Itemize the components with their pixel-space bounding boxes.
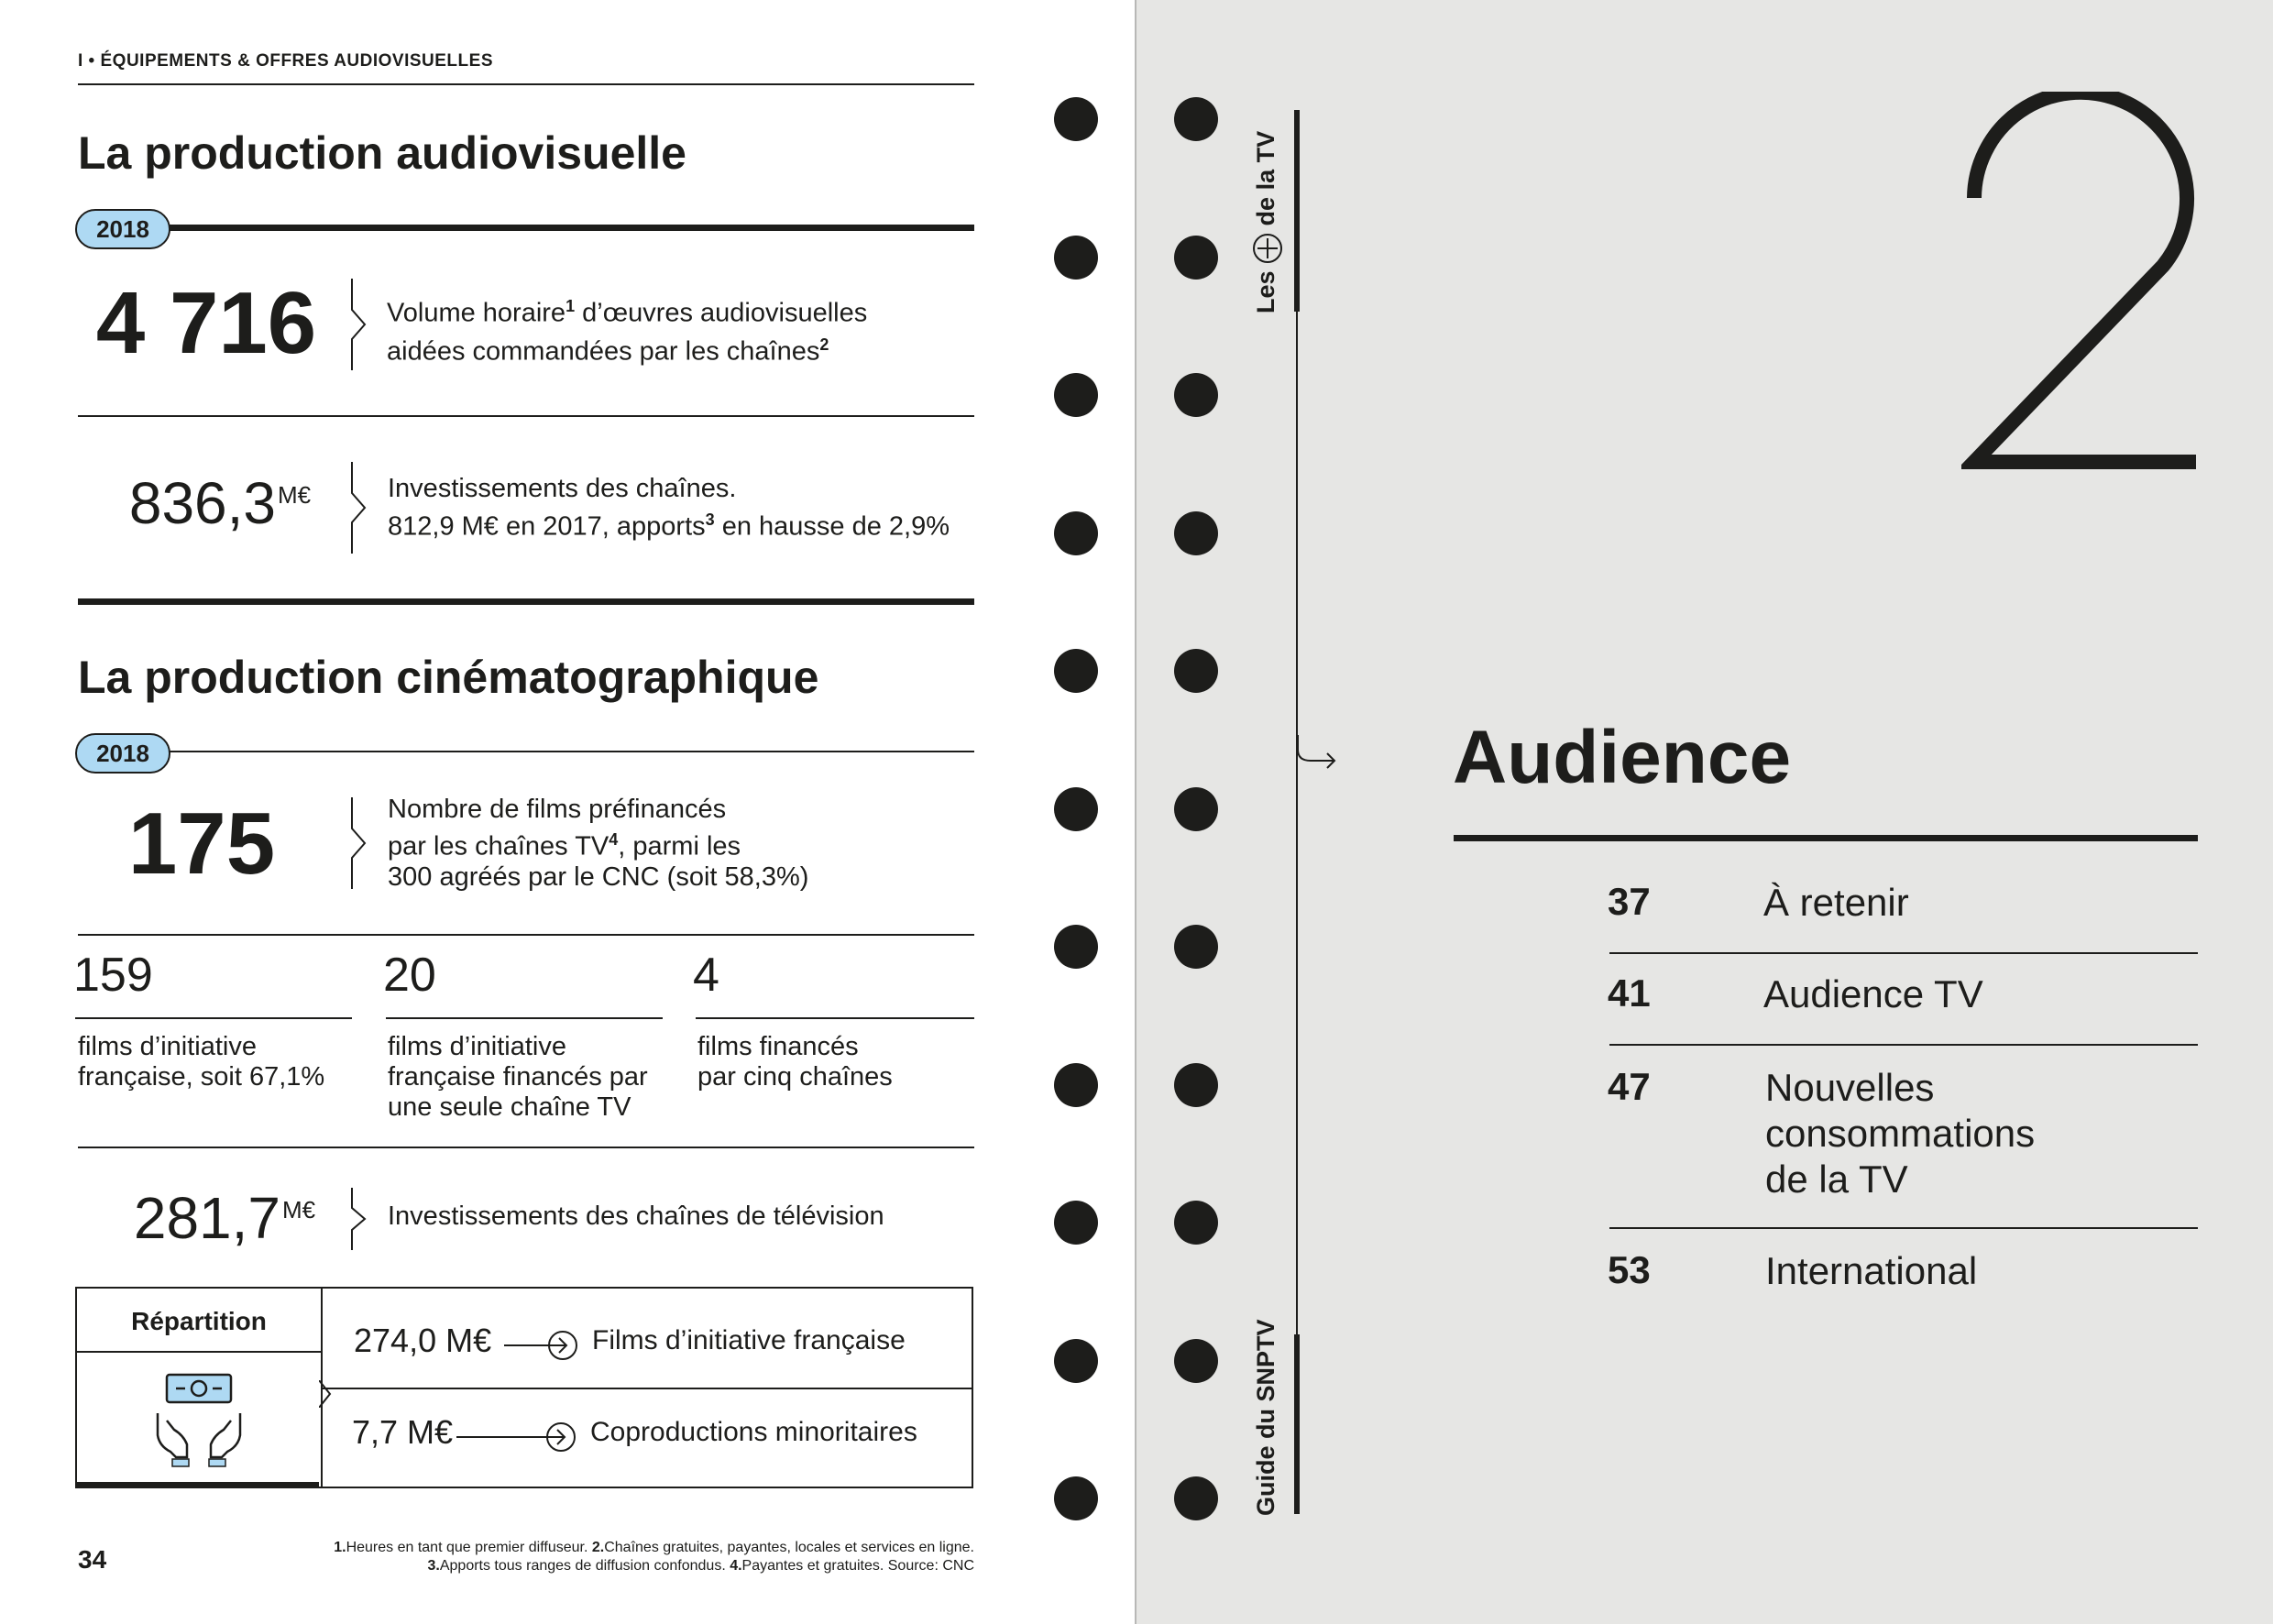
- chapter-number: 2: [1961, 92, 1962, 93]
- toc-divider: [1609, 1227, 2198, 1229]
- toc-page-53: 53: [1608, 1248, 1651, 1291]
- toc-item-retenir[interactable]: À retenir: [1763, 881, 1909, 924]
- binder-hole: [1054, 97, 1098, 141]
- page-fold: [1135, 0, 1136, 1624]
- breakdown-rule: [75, 1017, 352, 1019]
- breakdown-value-single: 20: [383, 949, 436, 1002]
- pointer-icon: [319, 1380, 334, 1408]
- toc-divider: [1609, 952, 2198, 954]
- repartition-box: [75, 1287, 973, 1488]
- binder-hole: [1174, 649, 1218, 693]
- binder-hole: [1174, 1476, 1218, 1520]
- arrow-circle-icon: [456, 1421, 577, 1454]
- cinema-year-rule: [165, 751, 974, 752]
- toc-divider: [1609, 1044, 2198, 1046]
- audiovisual-title: La production audiovisuelle: [78, 127, 686, 179]
- binder-hole: [1174, 1063, 1218, 1107]
- section-divider: [78, 598, 974, 605]
- audiovisual-invest-desc: Investissements des chaînes. 812,9 M€ en 2017, apports$^3$ en hausse de 2,9%: [388, 474, 950, 542]
- binder-hole: [1054, 787, 1098, 831]
- binder-hole: [1054, 649, 1098, 693]
- breakdown-text-single: films d’initiative française financés par une seule chaîne TV: [388, 1032, 648, 1122]
- audiovisual-hours-value: 4 716: [95, 274, 317, 372]
- binder-hole: [1054, 373, 1098, 417]
- cinema-films-desc: Nombre de films préfinancés par les chaînes $TV^4$, parmi les 300 agréés par le CNC (soit 58,3%): [388, 795, 809, 892]
- binder-hole: [1054, 511, 1098, 555]
- binder-hole: [1174, 787, 1218, 831]
- audiovisual-year-rule: [165, 225, 974, 231]
- bracket-icon: [348, 1186, 370, 1252]
- repartition-amount-french: 274,0 M€: [354, 1322, 492, 1359]
- repartition-amount-copro: 7,7 M€: [352, 1413, 454, 1451]
- spine-rule-top: [1294, 110, 1300, 312]
- toc-page-41: 41: [1608, 971, 1651, 1015]
- binder-hole: [1174, 373, 1218, 417]
- repartition-label-cell: [77, 1289, 323, 1487]
- binder-hole: [1174, 1339, 1218, 1383]
- divider: [78, 1147, 974, 1148]
- corner-arrow-icon: [1294, 733, 1340, 779]
- binder-hole: [1054, 236, 1098, 280]
- chapter-number-graphic: [1961, 92, 2209, 477]
- spine-title-bottom: Guide du SNPTV: [1252, 1319, 1279, 1516]
- header-rule: [78, 83, 974, 85]
- money-hands-icon: [150, 1369, 247, 1468]
- bracket-icon: [348, 460, 370, 555]
- toc-page-47: 47: [1608, 1065, 1651, 1108]
- bracket-icon: [348, 796, 370, 891]
- divider: [78, 934, 974, 936]
- footnotes: 1.Heures en tant que premier diffuseur. 2.Chaînes gratuites, payantes, locales et services en ligne. 3.Apports tous ranges de diffusion confondus. 4.Payantes et gratuites. Source: CNC: [334, 1540, 974, 1574]
- binder-hole: [1054, 1476, 1098, 1520]
- divider: [78, 415, 974, 417]
- spine-rule: [1296, 312, 1298, 1334]
- chapter-title-rule: [1454, 835, 2198, 841]
- chapter-title: Audience: [1453, 716, 1792, 799]
- binder-hole: [1054, 1201, 1098, 1245]
- cinema-year-badge: 2018: [75, 733, 170, 774]
- plus-circle-icon: [1252, 233, 1283, 264]
- spine-title-top: Les de la TV: [1252, 131, 1283, 313]
- binder-hole: [1174, 97, 1218, 141]
- audiovisual-year-badge: 2018: [75, 209, 170, 249]
- arrow-circle-icon: [504, 1329, 579, 1362]
- cinema-invest-desc: Investissements des chaînes de télévision: [388, 1202, 884, 1231]
- binder-hole: [1054, 1339, 1098, 1383]
- toc-item-nouvelles[interactable]: Nouvelles consommations de la TV: [1765, 1066, 2036, 1201]
- repartition-bottom-rule: [75, 1482, 319, 1488]
- breakdown-value-five: 4: [693, 949, 719, 1002]
- repartition-label-copro: Coproductions minoritaires: [590, 1417, 917, 1447]
- breakdown-text-five: films financés par cinq chaînes: [697, 1032, 893, 1092]
- binder-hole: [1054, 1063, 1098, 1107]
- spine-rule-bottom: [1294, 1334, 1300, 1514]
- breakdown-text-french: films d’initiative française, soit 67,1%: [78, 1032, 325, 1092]
- toc-item-audience-tv[interactable]: Audience TV: [1763, 972, 1983, 1015]
- repartition-label-french: Films d’initiative française: [592, 1325, 906, 1355]
- binder-hole: [1054, 925, 1098, 969]
- breakdown-value-french: 159: [73, 949, 153, 1002]
- section-label: I • ÉQUIPEMENTS & OFFRES AUDIOVISUELLES: [78, 51, 493, 71]
- repartition-title: Répartition: [131, 1307, 267, 1335]
- binder-hole: [1174, 925, 1218, 969]
- binder-hole: [1174, 236, 1218, 280]
- breakdown-rule: [386, 1017, 663, 1019]
- toc-page-37: 37: [1608, 880, 1651, 923]
- audiovisual-hours-desc: Volume horaire$^1$ d’œuvres audiovisuelles aidées commandées par les chaînes$^2$: [387, 297, 868, 367]
- binder-hole: [1174, 511, 1218, 555]
- audiovisual-invest-value: $836,3^{M€}$: [128, 470, 312, 536]
- page-number: 34: [78, 1545, 107, 1574]
- toc-item-international[interactable]: International: [1765, 1249, 1978, 1292]
- bracket-icon: [348, 277, 370, 372]
- divider: [321, 1388, 972, 1389]
- cinema-title: La production cinématographique: [78, 652, 819, 703]
- binder-hole: [1174, 1201, 1218, 1245]
- divider: [77, 1351, 321, 1353]
- breakdown-rule: [696, 1017, 974, 1019]
- cinema-films-value: 175: [127, 795, 276, 893]
- cinema-invest-value: $281,7^{M€}$: [133, 1185, 316, 1251]
